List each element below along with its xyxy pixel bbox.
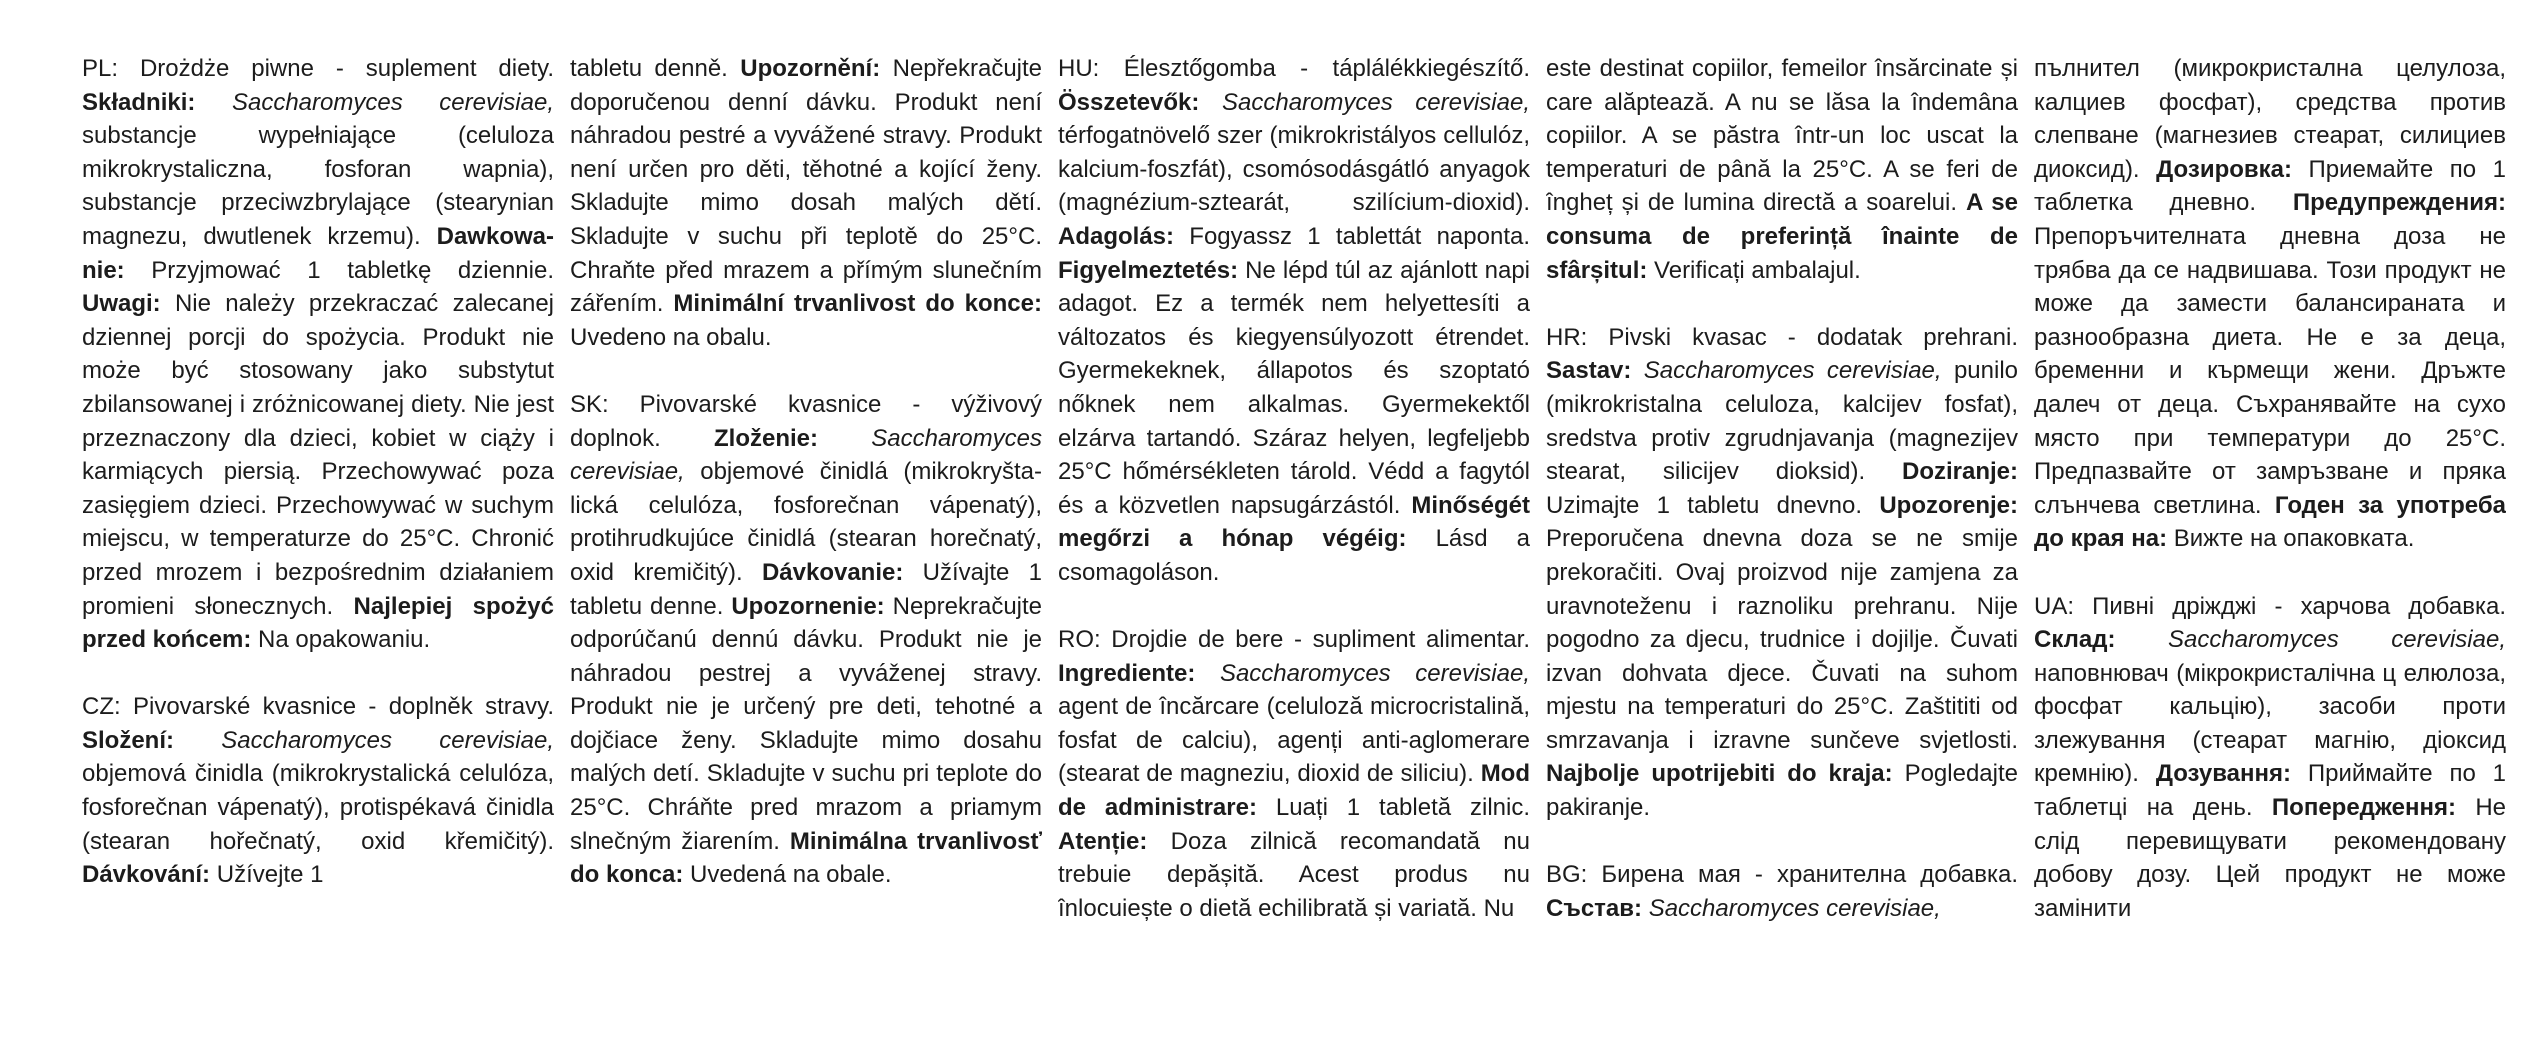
warnings-label: Uwagi:: [82, 290, 161, 318]
dosage-text: Luați 1 tabletă zilnic.: [1275, 794, 1530, 822]
warnings-label: Upozorenje:: [1879, 491, 2018, 519]
ingredients-text: наповнювач (мікрокристалічна ц елюлоза, фосфат кальцію), засоби проти злежування (стеарат магнію, діоксид кремнію).: [2034, 659, 2506, 788]
species-name: Saccharomyces cerevisiae,: [2168, 626, 2506, 654]
dosage-label: Дозировка:: [2156, 155, 2292, 183]
heading-sk: SK: Pivovarské kvasnice - výživový doplnok.: [570, 390, 1042, 452]
dosage-text: Užívejte 1: [216, 861, 324, 889]
best-before-label: Годен за употреба до края на:: [2034, 491, 2506, 553]
dosage-text: tabletu denně.: [570, 55, 728, 82]
species-name: Saccharomyces cerevisiae,: [221, 726, 554, 754]
section-cz-continued: [570, 52, 1042, 354]
ingredients-text: пълнител (микрокристална целулоза, калциев фосфат), средства против слепване (магнезиев стеарат, силициев диоксид).: [2034, 55, 2506, 183]
text-column-4: [1546, 52, 2018, 1032]
dosage-label: Doziranje:: [1901, 458, 2018, 486]
section-hr: [1546, 321, 2018, 825]
best-before-label: A se consuma de preferință înainte de sfârșitul:: [1546, 189, 2018, 284]
species-name: Saccharomyces cerevisiae,: [1221, 88, 1530, 116]
dosage-label: Adagolás:: [1058, 222, 1175, 250]
warnings-text: Ne lépd túl az ajánlott napi adagot. Ez a termék nem helyettesíti a változatos és kiegyensúlyozott étrendet. Gyermekeknek, állapotos és szoptató nőknek nem alkalmas. Gyermekektől elzárva tartandó. Száraz helyen, legfeljebb 25°C hőmérsékleten tárold. Védd a fagytól és a közvetlen napsugárzástól.: [1058, 256, 1530, 519]
dosage-label: Mod de administrare:: [1058, 760, 1530, 822]
warnings-text: Не слід перевищувати рекомендовану добову дозу. Цей продукт не може замінити: [2034, 794, 2506, 922]
best-before-text: Na opakowaniu.: [258, 626, 431, 654]
warnings-text: Preporučena dnevna doza se ne smije prekoračiti. Ovaj proizvod nije zamjena za uravnoteženu i raznoliku prehranu. Nije pogodno za djecu, trudnice i dojilje. Čuvati izvan dohvata djece. Čuvati na suhom mjestu na temperaturi do 25°C. Zaštititi od smrzavanja i izravne sunčeve svjetlosti.: [1546, 525, 2018, 754]
best-before-label: Minőségét megőrzi a hónap végéig:: [1058, 491, 1530, 553]
heading-hu: HU: Élesztőgomba - táplálékkiegészítő.: [1058, 55, 1530, 82]
species-name: Saccharomyces cerevisiae,: [1219, 659, 1530, 687]
section-cz: [82, 690, 554, 892]
warnings-text: Препоръчителната дневна доза не трябва да се надвишава. Този продукт не може да замести балансираната и разнообразна диета. Не е за деца, бременни и кърмещи жени. Дръжте далеч от деца. Съхранявайте на сухо място при температури до 25°C. Предпазвайте от замръзване и пряка слънчева светлина.: [2034, 222, 2506, 519]
heading-cz: CZ: Pivovarské kvasnice - doplněk stravy.: [82, 693, 554, 721]
dosage-text: Приймайте по 1 таблетці на день.: [2034, 760, 2506, 822]
ingredients-text: objemová činidla (mikrokrystalická celulóza, fosforečnan vápenatý), protispékavá činidla (stearan hořečnatý, oxid křemičitý).: [82, 760, 554, 855]
species-name: Saccharomyces cerevisiae,: [231, 88, 554, 116]
heading-hr: HR: Pivski kvasac - dodatak prehrani.: [1546, 323, 2018, 351]
section-hu: [1058, 52, 1530, 590]
species-name: Saccharomyces cerevisiae,: [1643, 357, 1942, 385]
ingredients-text: substancje wypełniające (celuloza mikrokrystaliczna, fosforan wapnia), substancje przeciwzbrylające (stearynian magnezu, dwutlenek krzemu).: [82, 122, 554, 250]
dosage-text: Przyjmować 1 tabletkę dziennie.: [151, 256, 554, 284]
ingredients-text: punilo (mikrokristalna celuloza, kalcijev fosfat), sredstva protiv zgrudnjavanja (magnezijev stearat, silicijev dioksid).: [1546, 357, 2018, 486]
heading-pl: PL: Drożdże piwne - suplement diety.: [82, 55, 554, 82]
ingredients-label: Ingrediente:: [1058, 659, 1196, 687]
ingredients-label: Složení:: [82, 726, 175, 754]
section-ua: [2034, 590, 2506, 926]
section-ro: [1058, 623, 1530, 925]
dosage-label: Дозування:: [2155, 760, 2291, 788]
section-pl: [82, 52, 554, 657]
warnings-text: Nepřekračujte doporučenou denní dávku. Produkt není náhradou pestré a vyvážené stravy. Produkt není určen pro děti, těhotné a kojící ženy. Skladujte mimo dosah malých dětí. Skladujte v suchu při teplotě do 25°C. Chraňte před mrazem a přímým slunečním zářením.: [570, 55, 1042, 318]
dosage-text: Fogyassz 1 tablettát naponta.: [1189, 222, 1530, 250]
best-before-label: Najbolje upotrijebiti do kraja:: [1546, 760, 1893, 788]
dosage-text: Uzimajte 1 tabletu dnevno.: [1546, 491, 1863, 519]
ingredients-label: Sastav:: [1546, 357, 1632, 385]
dosage-label: Dávkování:: [82, 861, 211, 889]
warnings-label: Upozornění:: [740, 55, 881, 82]
warnings-label: Atenție:: [1058, 827, 1148, 855]
species-name: Saccharomyces cerevisiae,: [570, 424, 1042, 486]
best-before-text: Uvedeno na obalu.: [570, 323, 772, 351]
best-before-label: Najlepiej spożyć przed końcem:: [82, 592, 554, 654]
ingredients-text: agent de încărcare (celuloză microcristalină, fosfat de calciu), agenți anti-aglomerare (stearat de magneziu, dioxid de siliciu).: [1058, 693, 1530, 788]
section-bg: [1546, 858, 2018, 925]
dosage-label: Dávkovanie:: [761, 558, 904, 586]
warnings-label: Попередження:: [2271, 794, 2456, 822]
best-before-text: Вижте на опаковката.: [2173, 525, 2415, 553]
ingredients-label: Összetevők:: [1058, 88, 1200, 116]
dosage-label: Dawkowanie:: [82, 222, 554, 284]
ingredients-label: Składniki:: [82, 88, 196, 116]
best-before-label: Minimálna trvanlivosť do konca:: [570, 827, 1042, 889]
ingredients-label: Състав:: [1546, 894, 1643, 922]
ingredients-text: objemové činidlá (mikrokryštalická celulóza, fosforečnan vápenatý), protihrudkujúce činidlá (stearan horečnatý, oxid kremičitý).: [570, 458, 1042, 586]
text-column-2: [570, 52, 1042, 1032]
section-ro-continued: [1546, 52, 2018, 287]
heading-ro: RO: Drojdie de bere - supliment alimentar.: [1058, 626, 1530, 654]
dosage-text: Приемайте по 1 таблетка дневно.: [2034, 155, 2506, 217]
best-before-text: Uvedená na obale.: [690, 861, 892, 889]
warnings-text: Doza zilnică recomandată nu trebuie depășită. Acest produs nu înlocuiește o dietă echilibrată și variată. Nu: [1058, 827, 1530, 922]
text-column-3: [1058, 52, 1530, 1032]
ingredients-text: térfogatnövelő szer (mikrokristályos cellulóz, kalcium-foszfát), csomósodásgátló anyagok (magnézium-sztearát, szilícium-dioxid).: [1058, 122, 1530, 217]
section-sk: [570, 388, 1042, 892]
warnings-text: este destinat copiilor, femeilor însărcinate și care alăptează. A nu se lăsa la îndemâna copiilor. A se păstra într-un loc uscat la temperaturi de până la 25°C. A se feri de îngheț și de lumina directă a soarelui.: [1546, 55, 2018, 217]
best-before-text: Verificați ambalajul.: [1654, 256, 1861, 284]
label-text-sheet: [82, 52, 2522, 1032]
best-before-label: Minimální trvanlivost do konce:: [673, 290, 1042, 318]
ingredients-label: Zloženie:: [714, 424, 819, 452]
warnings-label: Upozornenie:: [731, 592, 885, 620]
best-before-text: Pogledajte pakiranje.: [1546, 760, 2018, 822]
text-column-5: [2034, 52, 2506, 1032]
section-bg-continued: [2034, 52, 2506, 556]
text-column-1: [82, 52, 554, 1032]
ingredients-label: Склад:: [2034, 626, 2116, 654]
warnings-text: Nie należy przekraczać zalecanej dziennej porcji do spożycia. Produkt nie może być stosowany jako substytut zbilansowanej i zróżnicowanej diety. Nie jest przeznaczony dla dzieci, kobiet w ciąży i karmiących piersią. Przechowywać poza zasięgiem dzieci. Przechowywać w suchym miejscu, w temperaturze do 25°C. Chronić przed mrozem i bezpośrednim działaniem promieni słonecznych.: [82, 290, 554, 620]
best-before-text: Lásd a csomagoláson.: [1058, 525, 1530, 586]
dosage-text: Užívajte 1 tabletu denne.: [570, 558, 1042, 620]
heading-bg: BG: Бирена мая - хранителна добавка.: [1546, 861, 2018, 889]
warnings-label: Figyelmeztetés:: [1058, 256, 1239, 284]
warnings-label: Предупреждения:: [2292, 189, 2506, 217]
heading-ua: UA: Пивні дріжджі - харчова добавка.: [2034, 592, 2506, 620]
warnings-text: Neprekračujte odporúčanú dennú dávku. Produkt nie je náhradou pestrej a vyváženej stravy. Produkt nie je určený pre deti, tehotné a dojčiace ženy. Skladujte mimo dosahu malých detí. Skladujte v suchu pri teplote do 25°C. Chráňte pred mrazom a priamym slnečným žiarením.: [570, 592, 1042, 855]
species-name: Saccharomyces cerevisiae,: [1648, 894, 1941, 922]
